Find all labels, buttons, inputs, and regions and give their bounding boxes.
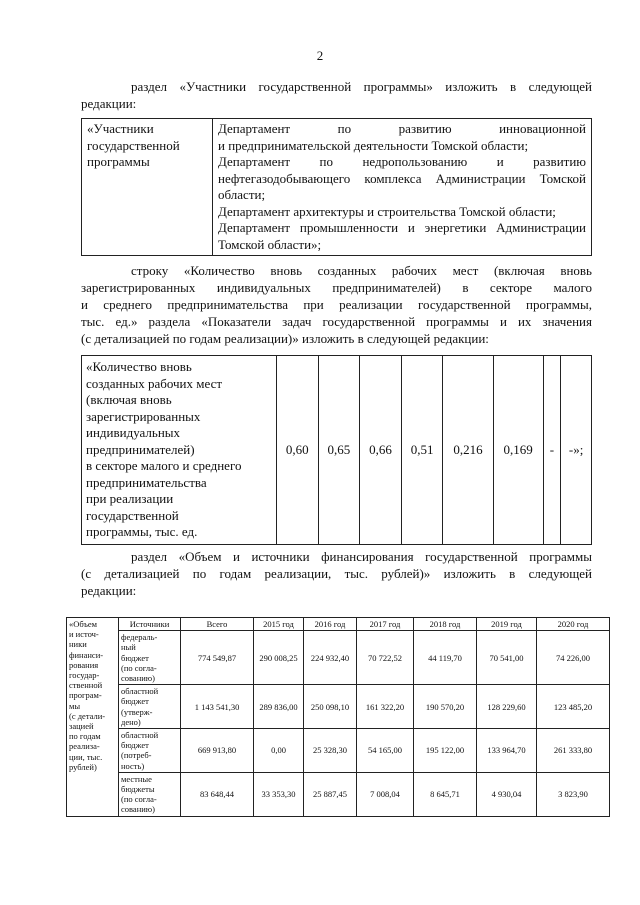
column-header: Источники (119, 618, 181, 631)
source-line: ность) (121, 760, 145, 771)
indicator-label-line: созданных рабочих мест (86, 375, 223, 391)
source-line: сованию) (121, 673, 155, 684)
value-cell: 54 165,00 (357, 729, 414, 773)
indicator-value-cell: 0,51 (401, 356, 443, 545)
participants-table (81, 118, 592, 256)
source-line: бюджет (121, 652, 149, 663)
source-line: (по согла- (121, 662, 157, 673)
financing-label-line: (с детали- (69, 710, 106, 721)
indicator-label-line: (включая вновь (86, 392, 172, 407)
indicator-value-cell: 0,169 (493, 356, 543, 545)
participant-line: и предпринимательской деятельности Томской области; (218, 137, 529, 153)
financing-label-line: рублей) (69, 761, 97, 772)
source-line: (утверж- (121, 706, 153, 717)
financing-label-line: програм- (69, 690, 102, 701)
value-cell: 33 353,30 (254, 772, 304, 816)
source-line: бюджеты (121, 784, 155, 795)
column-header: Всего (181, 618, 254, 631)
value-cell: 70 541,00 (477, 631, 537, 685)
source-cell (119, 729, 181, 773)
indicator-label-line: в секторе малого и среднего (86, 458, 242, 473)
indicator-label-line: индивидуальных (86, 425, 181, 440)
source-line: местные (121, 773, 152, 784)
indicator-table (81, 355, 592, 545)
source-line: (потреб- (121, 750, 152, 761)
indicator-label-line: государственной (86, 507, 179, 523)
table-row (67, 685, 610, 729)
indicator-label-line: при реализации (86, 491, 174, 506)
source-line: ный (121, 642, 136, 653)
financing-label-line: и источ- (69, 629, 99, 640)
financing-label-line: государ- (69, 670, 100, 681)
column-header: 2015 год (254, 618, 304, 631)
paragraph-line: раздел «Объем и источники финансирования государственной программы (131, 549, 592, 564)
paragraph-line: зарегистрированных индивидуальных предпринимателей) в секторе малого (81, 280, 592, 295)
indicator-value-cell: 0,60 (277, 356, 319, 545)
value-cell: 224 932,40 (304, 631, 357, 685)
participant-line: Департамент по недропользованию и развитию (218, 154, 586, 169)
value-cell: 70 722,52 (357, 631, 414, 685)
financing-label-line: финанси- (69, 649, 104, 660)
financing-label-line: ции, тыс. (69, 751, 103, 762)
indicator-label-line: зарегистрированных (86, 408, 201, 424)
financing-label-line: рования (69, 659, 99, 670)
paragraph-line: редакции: (81, 96, 137, 111)
participant-line: области; (218, 187, 266, 202)
value-cell: 74 226,00 (537, 631, 610, 685)
value-cell: 774 549,87 (181, 631, 254, 685)
value-cell: 44 119,70 (414, 631, 477, 685)
paragraph-line: и среднего предпринимательства при реализации государственной программы, (81, 297, 592, 312)
paragraph-line: (с детализацией по годам реализации)» изложить в следующей редакции: (81, 331, 489, 346)
source-line: бюджет (121, 696, 149, 707)
indicator-label-cell (82, 356, 277, 545)
indicator-value-cell: 0,216 (443, 356, 493, 545)
participants-label-cell (82, 119, 213, 256)
participants-content-cell (213, 119, 592, 256)
column-header: 2018 год (414, 618, 477, 631)
value-cell: 4 930,04 (477, 772, 537, 816)
value-cell: 161 322,20 (357, 685, 414, 729)
source-line: областной (121, 686, 159, 697)
section1-intro (81, 78, 592, 112)
source-cell (119, 772, 181, 816)
source-line: (по согла- (121, 794, 157, 805)
value-cell: 669 913,80 (181, 729, 254, 773)
section3-intro (81, 548, 592, 599)
participant-line: Томской области»; (218, 236, 322, 252)
paragraph-line: строку «Количество вновь созданных рабочих мест (включая вновь (131, 263, 592, 278)
participants-label-line: «Участники (87, 121, 154, 136)
value-cell: 1 143 541,30 (181, 685, 254, 729)
financing-label-line: ственной (69, 680, 103, 691)
financing-label-line: ники (69, 639, 87, 650)
page-number: 2 (316, 48, 324, 63)
table-row (67, 772, 610, 816)
source-line: бюджет (121, 740, 149, 751)
participant-line: нефтегазодобывающего комплекса Администрации Томской (218, 170, 586, 186)
table-row (82, 119, 592, 256)
paragraph-line: (с детализацией по годам реализации, тыс. рублей)» изложить в следующей (81, 566, 592, 581)
column-header: 2016 год (304, 618, 357, 631)
value-cell: 8 645,71 (414, 772, 477, 816)
financing-label-line: «Объем (69, 619, 98, 629)
indicator-label-line: «Количество вновь (86, 359, 192, 374)
financing-table (66, 617, 610, 817)
indicator-value-cell: - (543, 356, 560, 545)
source-cell (119, 685, 181, 729)
value-cell: 25 887,45 (304, 772, 357, 816)
value-cell: 3 823,90 (537, 772, 610, 816)
value-cell: 290 008,25 (254, 631, 304, 685)
participants-label-line: государственной (87, 137, 180, 153)
value-cell: 128 229,60 (477, 685, 537, 729)
indicator-label-line: предпринимательства (86, 474, 207, 490)
column-header: 2019 год (477, 618, 537, 631)
indicator-label-line: предпринимателей) (86, 441, 195, 457)
value-cell: 83 648,44 (181, 772, 254, 816)
financing-label-line: реализа- (69, 741, 100, 752)
source-line: областной (121, 730, 159, 741)
indicator-value-cell: 0,66 (360, 356, 402, 545)
value-cell: 123 485,20 (537, 685, 610, 729)
financing-label-line: мы (69, 700, 81, 711)
indicator-value-cell: 0,65 (318, 356, 360, 545)
financing-label-line: зацией (69, 721, 94, 732)
value-cell: 133 964,70 (477, 729, 537, 773)
table-row (67, 729, 610, 773)
source-line: сованию) (121, 804, 155, 815)
section2-intro (81, 262, 592, 347)
value-cell: 250 098,10 (304, 685, 357, 729)
value-cell: 0,00 (254, 729, 304, 773)
participant-line: Департамент архитектуры и строительства Томской области; (218, 203, 556, 219)
participant-line: Департамент по развитию инновационной (218, 121, 586, 136)
value-cell: 25 328,30 (304, 729, 357, 773)
participant-line: Департамент промышленности и энергетики Администрации (218, 220, 586, 235)
source-line: дено) (121, 716, 141, 727)
paragraph-line: редакции: (81, 583, 137, 598)
column-header: 2017 год (357, 618, 414, 631)
paragraph-line: раздел «Участники государственной программы» изложить в следующей (131, 79, 592, 94)
participants-label-line: программы (87, 154, 150, 169)
value-cell: 289 836,00 (254, 685, 304, 729)
value-cell: 7 008,04 (357, 772, 414, 816)
value-cell: 195 122,00 (414, 729, 477, 773)
source-line: федераль- (121, 632, 158, 643)
indicator-label-line: программы, тыс. ед. (86, 524, 198, 539)
table-header-row (67, 618, 610, 631)
table-row (67, 631, 610, 685)
table-row (82, 356, 592, 545)
source-cell (119, 631, 181, 685)
financing-label-cell (67, 618, 119, 817)
indicator-value-cell: -»; (561, 356, 592, 545)
paragraph-line: тыс. ед.» раздела «Показатели задач государственной программы и их значения (81, 314, 592, 329)
value-cell: 261 333,80 (537, 729, 610, 773)
column-header: 2020 год (537, 618, 610, 631)
financing-label-line: по годам (69, 731, 101, 742)
value-cell: 190 570,20 (414, 685, 477, 729)
